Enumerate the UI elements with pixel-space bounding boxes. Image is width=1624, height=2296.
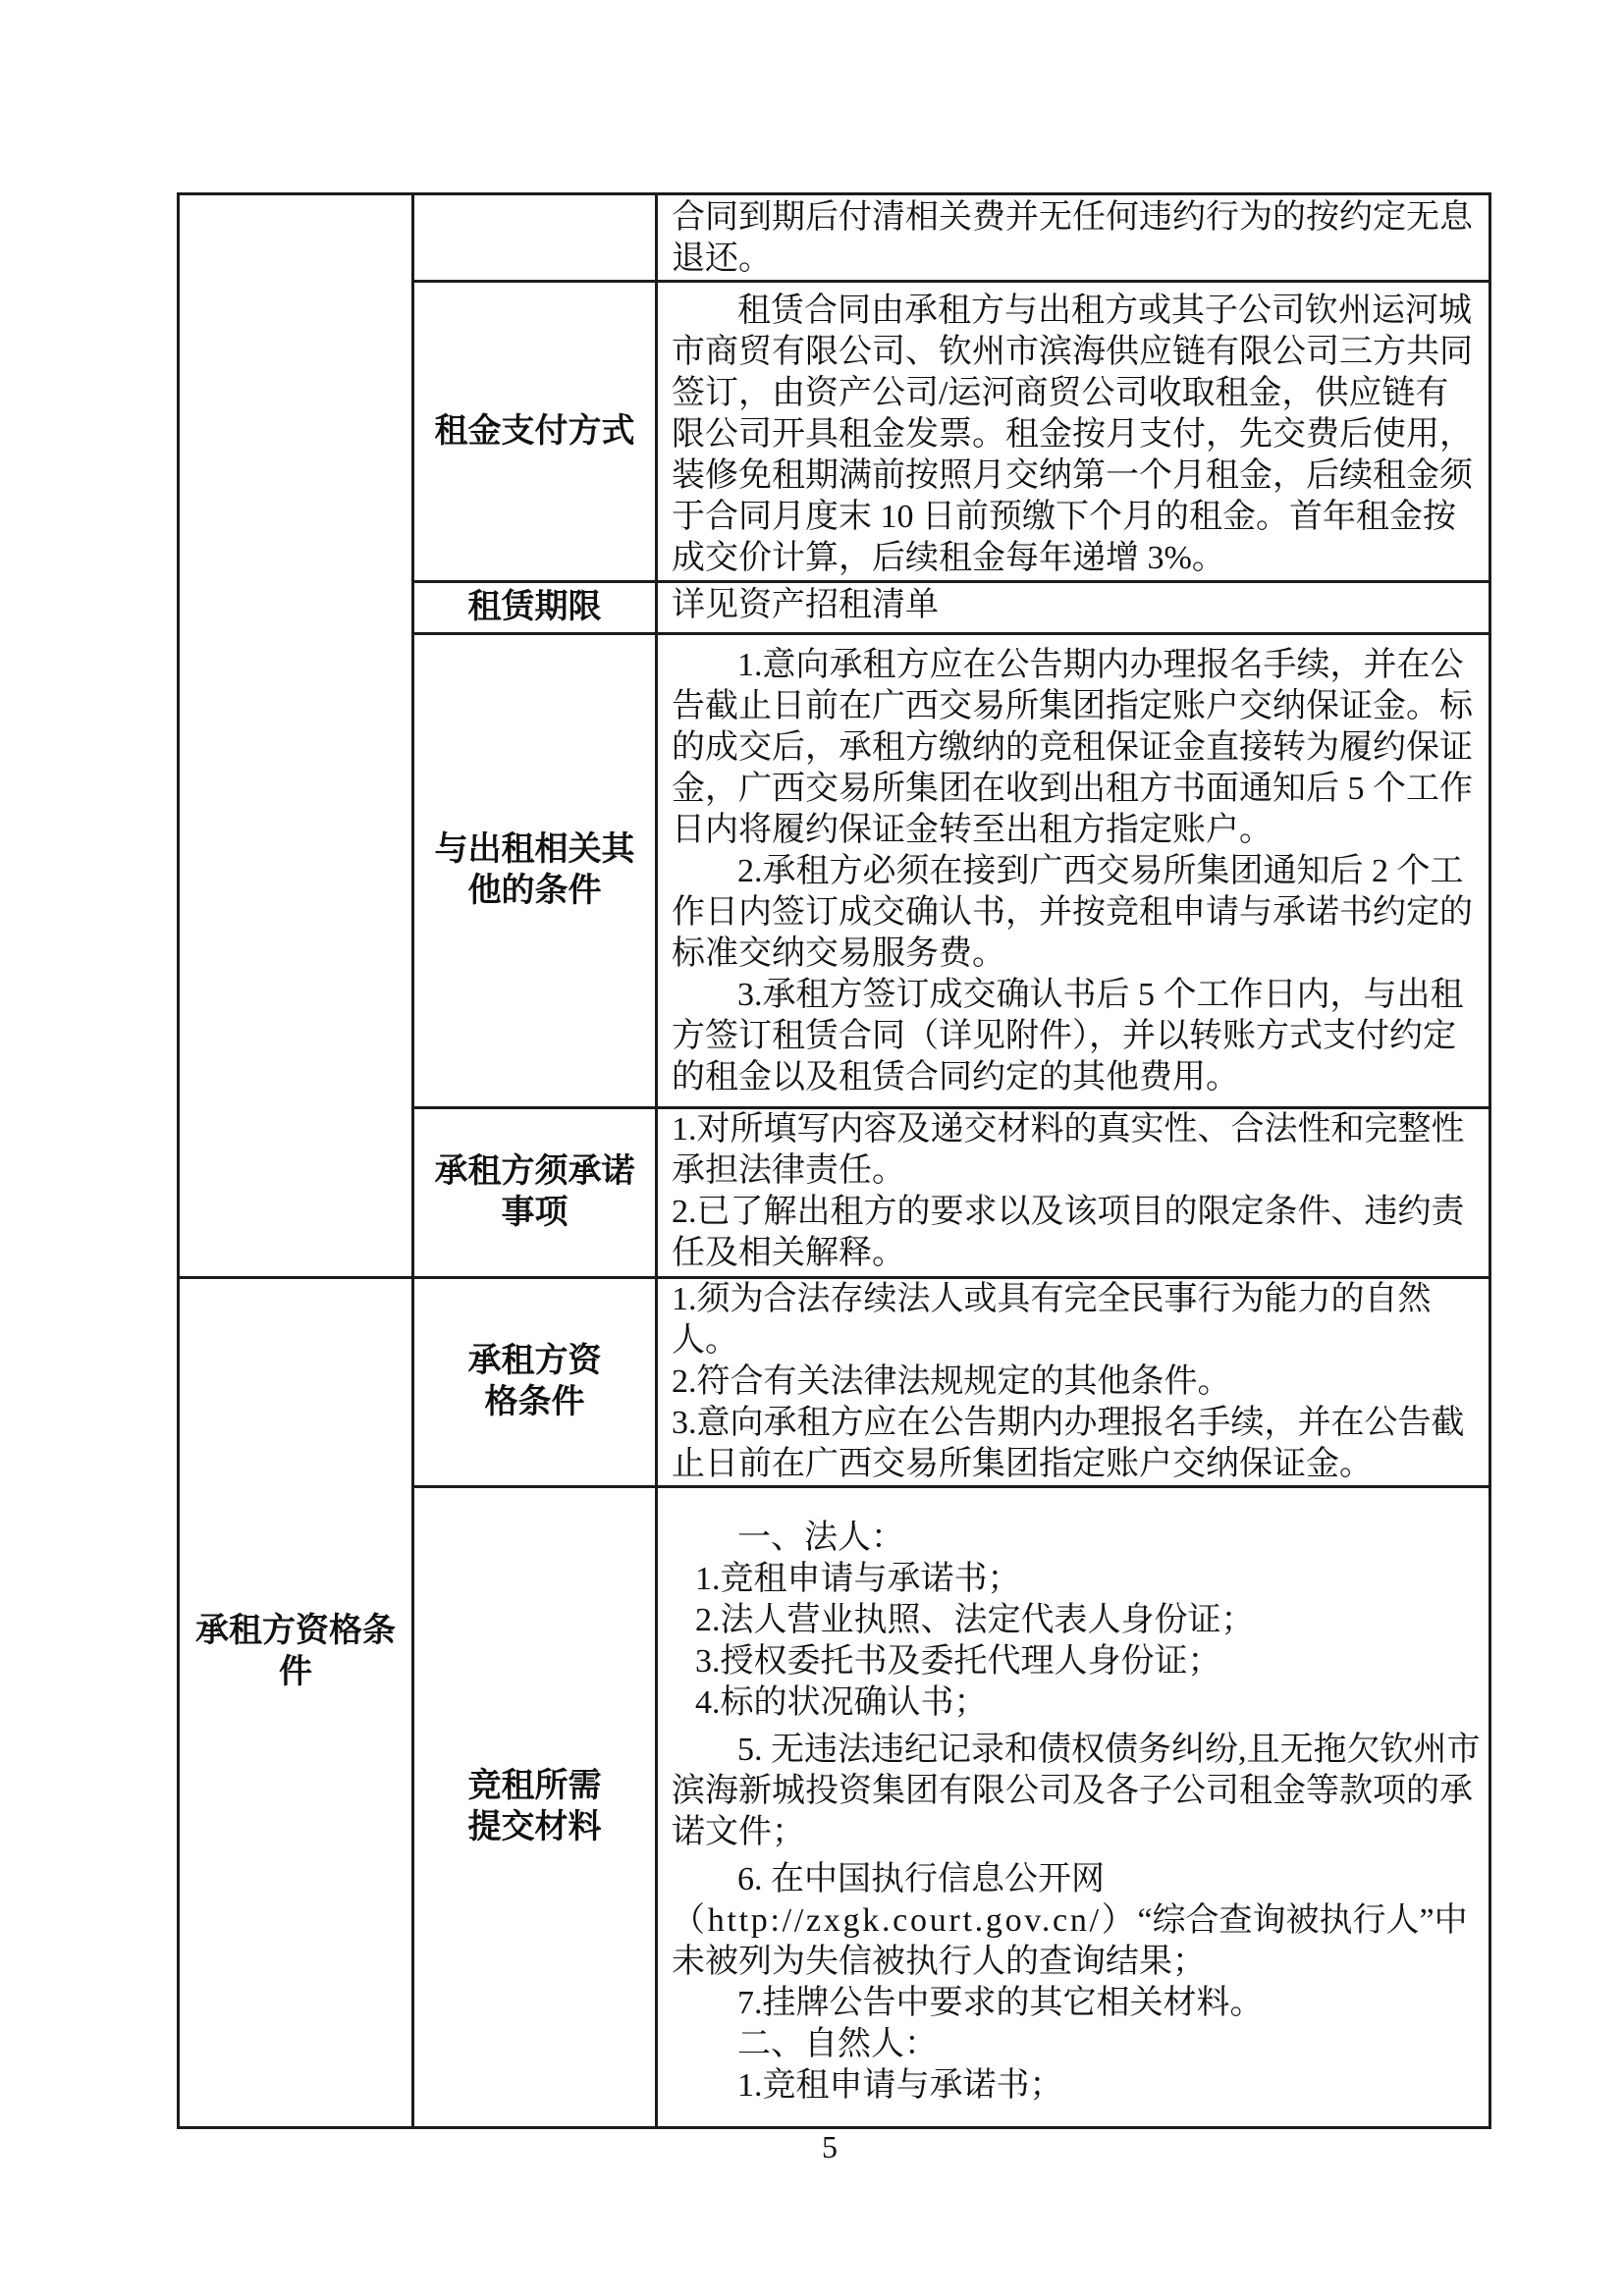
paragraph-materials-item-n1: 1.竞租申请与承诺书； bbox=[737, 2067, 1063, 2104]
paragraph-rent-payment: 租赁合同由承租方与出租方或其子公司钦州运河城市商贸有限公司、钦州市滨海供应链有限公司三方共同签订，由资产公司/运河商贸公司收取租金，供应链有限公司开具租金发票。租金按月支付，先交费后使用，装修免租期满前按照月交纳第一个月租金，后续租金须于合同月度末 10 日前预缴下个月的租金。首年租金按成交价计算，后续租金每年递增 3%。 bbox=[672, 293, 1473, 576]
cell-qualifications-content bbox=[657, 1278, 1490, 1487]
cell-left-column-empty bbox=[179, 194, 413, 1278]
cell-qualifications-label bbox=[413, 1278, 657, 1487]
cell-lease-term-content bbox=[657, 582, 1490, 634]
paragraph-qualifications-2: 2.符合有关法律法规规定的其他条件。 bbox=[672, 1363, 1231, 1400]
qualifications-label-line2: 格条件 bbox=[484, 1384, 585, 1420]
cell-carryover-label-empty bbox=[413, 194, 657, 282]
commitments-label-line1: 承租方须承诺 bbox=[434, 1153, 635, 1190]
cell-section-label-qualifications bbox=[179, 1278, 413, 2128]
other-conditions-label-line2: 他的条件 bbox=[467, 873, 602, 909]
cell-commitments-label bbox=[413, 1108, 657, 1278]
paragraph-lease-term: 详见资产招租清单 bbox=[672, 587, 939, 623]
court-enforcement-url: （http://zxgk.court.gov.cn/） bbox=[672, 1902, 1138, 1939]
paragraph-materials-item3: 3.授权委托书及委托代理人身份证； bbox=[695, 1643, 1221, 1680]
paragraph-materials-item7: 7.挂牌公告中要求的其它相关材料。 bbox=[737, 1985, 1264, 2021]
materials-label-line1: 竞租所需 bbox=[467, 1768, 602, 1804]
paragraph-other-conditions-1: 1.意向承租方应在公告期内办理报名手续，并在公告截止日前在广西交易所集团指定账户交纳保证金。标的成交后，承租方缴纳的竞租保证金直接转为履约保证金，广西交易所集团在收到出租方书面通知后 5 个工作日内将履约保证金转至出租方指定账户。 bbox=[672, 647, 1473, 848]
section-label-wrapper bbox=[184, 1611, 407, 1693]
row-qualifications bbox=[179, 1278, 1490, 1487]
commitments-label-line2: 事项 bbox=[501, 1195, 568, 1231]
paragraph-materials-item4: 4.标的状况确认书； bbox=[695, 1684, 988, 1721]
lease-term-label-text: 租赁期限 bbox=[467, 589, 602, 625]
cell-materials-content bbox=[657, 1487, 1490, 2128]
paragraph-materials-item1: 1.竞租申请与承诺书； bbox=[695, 1561, 1021, 1597]
materials-label-line2: 提交材料 bbox=[467, 1809, 602, 1845]
cell-rent-payment-label bbox=[413, 282, 657, 582]
cell-commitments-content bbox=[657, 1108, 1490, 1278]
lease-conditions-table bbox=[177, 192, 1491, 2129]
paragraph-commitments-1: 1.对所填写内容及递交材料的真实性、合法性和完整性承担法律责任。 bbox=[672, 1111, 1465, 1189]
paragraph-carryover: 合同到期后付清相关费并无任何违约行为的按约定无息退还。 bbox=[672, 199, 1473, 277]
paragraph-commitments-2: 2.已了解出租方的要求以及该项目的限定条件、违约责任及相关解释。 bbox=[672, 1194, 1465, 1271]
materials-item6-suffix: “综合查询被执行人”中未被列为失信被执行人的查询结果； bbox=[672, 1902, 1468, 1980]
page-number: 5 bbox=[822, 2129, 838, 2164]
cell-carryover-content bbox=[657, 194, 1490, 282]
cell-rent-payment-content bbox=[657, 282, 1490, 582]
paragraph-materials-item2: 2.法人营业执照、法定代表人身份证； bbox=[695, 1602, 1255, 1638]
cell-lease-term-label bbox=[413, 582, 657, 634]
materials-item6-prefix: 6. 在中国执行信息公开网 bbox=[737, 1861, 1105, 1897]
qualifications-label-line1: 承租方资 bbox=[467, 1343, 602, 1379]
section-label-line1: 承租方资格条 bbox=[195, 1612, 396, 1649]
rent-payment-label-text: 租金支付方式 bbox=[434, 412, 635, 450]
section-label-line2: 件 bbox=[279, 1653, 312, 1690]
paragraph-materials-item6 bbox=[672, 1859, 1481, 1983]
paragraph-other-conditions-2: 2.承租方必须在接到广西交易所集团通知后 2 个工作日内签订成交确认书，并按竞租申请与承诺书约定的标准交纳交易服务费。 bbox=[672, 853, 1473, 972]
cell-materials-label bbox=[413, 1487, 657, 2128]
other-conditions-label-line1: 与出租相关其 bbox=[434, 831, 635, 868]
cell-other-conditions-content bbox=[657, 634, 1490, 1108]
paragraph-materials-item5: 5. 无违法违纪记录和债权债务纠纷,且无拖欠钦州市滨海新城投资集团有限公司及各子公司租金等款项的承诺文件； bbox=[672, 1732, 1481, 1850]
paragraph-materials-heading-natural: 二、自然人： bbox=[737, 2026, 938, 2062]
paragraph-qualifications-1: 1.须为合法存续法人或具有完全民事行为能力的自然人。 bbox=[672, 1281, 1432, 1359]
row-carryover bbox=[179, 194, 1490, 282]
paragraph-materials-heading-legal: 一、法人： bbox=[737, 1520, 904, 1556]
paragraph-qualifications-3: 3.意向承租方应在公告期内办理报名手续，并在公告截止日前在广西交易所集团指定账户交纳保证金。 bbox=[672, 1405, 1465, 1482]
cell-other-conditions-label bbox=[413, 634, 657, 1108]
paragraph-other-conditions-3: 3.承租方签订成交确认书后 5 个工作日内，与出租方签订租赁合同（详见附件），并以转账方式支付约定的租金以及租赁合同约定的其他费用。 bbox=[672, 977, 1464, 1095]
